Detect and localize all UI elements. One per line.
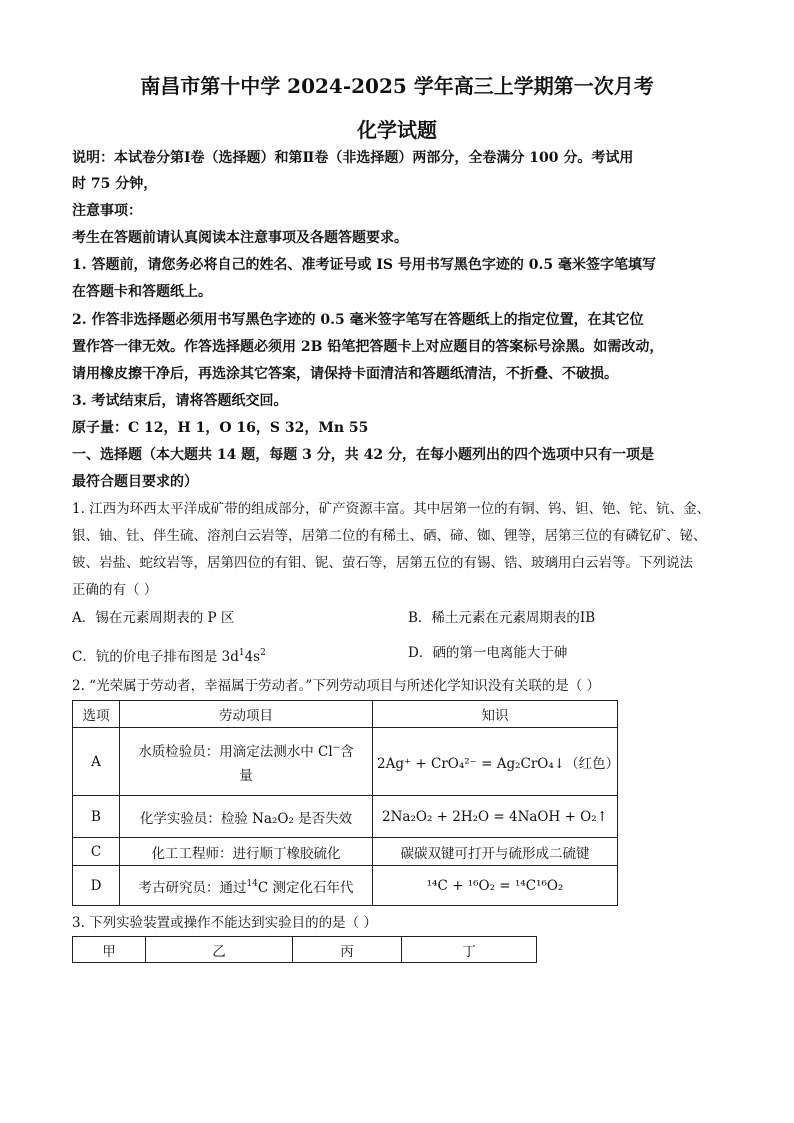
header-yi: 乙 [146,937,293,963]
question-2-table [72,700,618,906]
notice-intro: 考生在答题前请认真阅读本注意事项及各题答题要求。 [72,230,408,246]
option-c-prefix: C．钪的价电子排布图是 3d [72,649,239,665]
project-text: 考古研究员：通过 [138,879,247,896]
project-sup: 14 [246,878,258,889]
project-text-end: 含 [340,743,354,760]
header-knowledge: 知识 [373,701,618,728]
notice-item-1-line-2: 在答题卡和答题纸上。 [72,284,212,300]
row-project [120,866,373,906]
row-knowledge: 2Ag⁺ + CrO₄²⁻ = Ag₂CrO₄↓（红色） [373,728,618,796]
question-1-line-1: 1. 江西为环西太平洋成矿带的组成部分，矿产资源丰富。其中居第一位的有铜、钨、钽、铯、铊、钪、金、 [72,501,711,517]
table-row [73,838,618,866]
row-option: C [73,838,120,866]
exam-title: 南昌市第十中学 2024-2025 学年高三上学期第一次月考 [140,74,654,98]
question-1-option-b: B．稀土元素在元素周期表的ⅠB [408,610,596,626]
option-c-sup-1: 1 [238,648,245,658]
question-1-option-d: D．硒的第一电离能大于砷 [408,645,568,661]
exam-subtitle: 化学试题 [357,118,437,142]
notice-label: 注意事项： [72,203,142,219]
atomic-mass-line: 原子量：C 12，H 1，O 16，S 32，Mn 55 [72,420,369,436]
table-row [73,866,618,906]
header-jia: 甲 [73,937,146,963]
question-1-option-a: A．锡在元素周期表的 P 区 [72,610,235,626]
table-header-row [73,937,537,963]
row-option: D [73,866,120,906]
row-knowledge: 2Na₂O₂ + 2H₂O = 4NaOH + O₂↑ [373,796,618,838]
section-1-heading-line-2: 最符合题目要求的） [72,474,198,490]
header-ding: 丁 [402,937,537,963]
notice-item-1-line-1: 1. 答题前，请您务必将自己的姓名、准考证号或 IS 号用书写黑色字迹的 0.5 毫米签字笔填写 [72,257,656,273]
row-project [120,728,373,796]
header-option: 选项 [73,701,120,728]
question-3-table [72,936,537,963]
table-header-row [73,701,618,728]
table-row [73,728,618,796]
question-2-stem: 2. “光荣属于劳动者，幸福属于劳动者。”下列劳动项目与所述化学知识没有关联的是（ ） [72,678,601,694]
question-1-line-2: 银、铀、钍、伴生硫、溶剂白云岩等，居第二位的有稀土、硒、碲、铷、锂等，居第三位的有磷钇矿、铋、 [72,528,707,544]
row-option: A [73,728,120,796]
question-1-line-4: 正确的有（ ） [72,582,158,598]
row-project: 化学实验员：检验 Na₂O₂ 是否失效 [120,796,373,838]
row-project: 化工工程师：进行顺丁橡胶硫化 [120,838,373,866]
option-c-mid: 4s [244,649,261,665]
notice-item-2-line-2: 置作答一律无效。作答选择题必须用 2B 铅笔把答题卡上对应题目的答案标号涂黑。如需改动， [72,339,664,355]
notice-item-3: 3. 考试结束后，请将答题纸交回。 [72,393,288,409]
row-option: B [73,796,120,838]
option-c-sup-2: 2 [260,648,266,658]
project-text-wrap: 量 [239,767,253,784]
notice-item-2-line-1: 2. 作答非选择题必须用书写黑色字迹的 0.5 毫米签字笔写在答题纸上的指定位置，在其它位 [72,312,644,328]
row-knowledge: 碳碳双键可打开与硫形成二硫键 [373,838,618,866]
question-3-stem: 3. 下列实验装置或操作不能达到实验目的的是（ ） [72,915,377,931]
question-1-option-c [72,640,266,670]
project-text: 水质检验员：用滴定法测水中 Cl [138,743,333,760]
instructions-line-2: 时 75 分钟， [72,176,158,192]
row-knowledge: ¹⁴C + ¹⁶O₂ = ¹⁴C¹⁶O₂ [373,866,618,906]
instructions-line-1: 说明：本试卷分第Ⅰ卷（选择题）和第Ⅱ卷（非选择题）两部分，全卷满分 100 分。考试用 [72,150,634,166]
table-row [73,796,618,838]
section-1-heading-line-1: 一、选择题（本大题共 14 题，每题 3 分，共 42 分，在每小题列出的四个选项中只有一项是 [72,447,654,463]
project-sup: − [332,742,341,753]
header-bing: 丙 [293,937,402,963]
notice-item-2-line-3: 请用橡皮擦干净后，再选涂其它答案，请保持卡面清洁和答题纸清洁，不折叠、不破损。 [72,366,618,382]
question-1-line-3: 铍、岩盐、蛇纹岩等，居第四位的有钼、铌、萤石等，居第五位的有锡、锆、玻璃用白云岩等。下列说法 [72,555,693,571]
header-project: 劳动项目 [120,701,373,728]
project-text-end: C 测定化石年代 [257,879,354,896]
